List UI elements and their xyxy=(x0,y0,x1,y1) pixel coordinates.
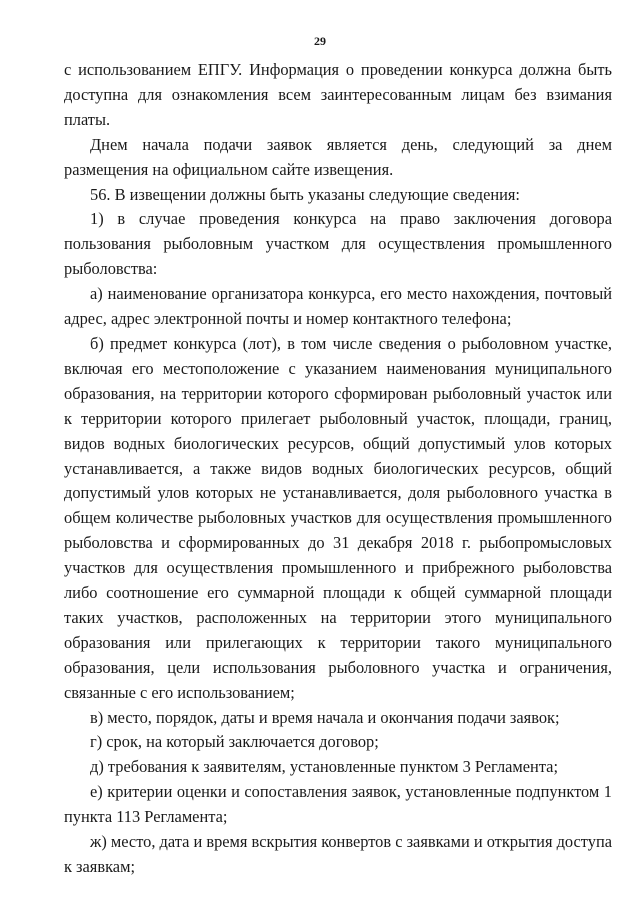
paragraph: 56. В извещении должны быть указаны следующие сведения: xyxy=(90,184,520,204)
paragraph: а) наименование организатора конкурса, его место нахождения, почтовый адрес, адрес электронной почты и номер контактного телефона; xyxy=(64,284,612,329)
paragraph: Днем начала подачи заявок является день, следующий за днем размещения на официальном сайте извещения. xyxy=(64,134,612,179)
paragraph: е) критерии оценки и сопоставления заявок, установленные подпунктом 1 пункта 113 Регламента; xyxy=(64,782,612,827)
document-body xyxy=(64,58,612,880)
page-number: 29 xyxy=(314,34,326,48)
paragraph: д) требования к заявителям, установленные пунктом 3 Регламента; xyxy=(90,757,559,777)
paragraph: б) предмет конкурса (лот), в том числе сведения о рыболовном участке, включая его местоположение с указанием наименования муниципального образования, на территории которого сформирован рыболовный участок или к территории которого прилегает рыболовный участок, площади, границ, видов водных биологических ресурсов, общий допустимый улов которых устанавливается, а также видов водных биологических ресурсов, общий допустимый улов которых не устанавливается, доля рыболовного участка в общем количестве рыболовных участков для осуществления промышленного рыболовства и сформированных до 31 декабря 2018 г. рыбопромысловых участков для осуществления промышленного и прибрежного рыболовства либо соотношение его суммарной площади к общей суммарной площади таких участков, расположенных на территории этого муниципального образования или прилегающих к территории такого муниципального образования, цели использования рыболовного участка и ограничения, связанные с его использованием; xyxy=(64,333,612,702)
paragraph: 1) в случае проведения конкурса на право заключения договора пользования рыболовным участком для осуществления промышленного рыболовства: xyxy=(64,209,612,279)
paragraph: г) срок, на который заключается договор; xyxy=(90,732,379,752)
paragraph: с использованием ЕПГУ. Информация о проведении конкурса должна быть доступна для ознакомления всем заинтересованным лицам без взимания платы. xyxy=(64,60,612,129)
paragraph: в) место, порядок, даты и время начала и окончания подачи заявок; xyxy=(90,707,560,727)
paragraph: ж) место, дата и время вскрытия конвертов с заявками и открытия доступа к заявкам; xyxy=(64,832,612,876)
